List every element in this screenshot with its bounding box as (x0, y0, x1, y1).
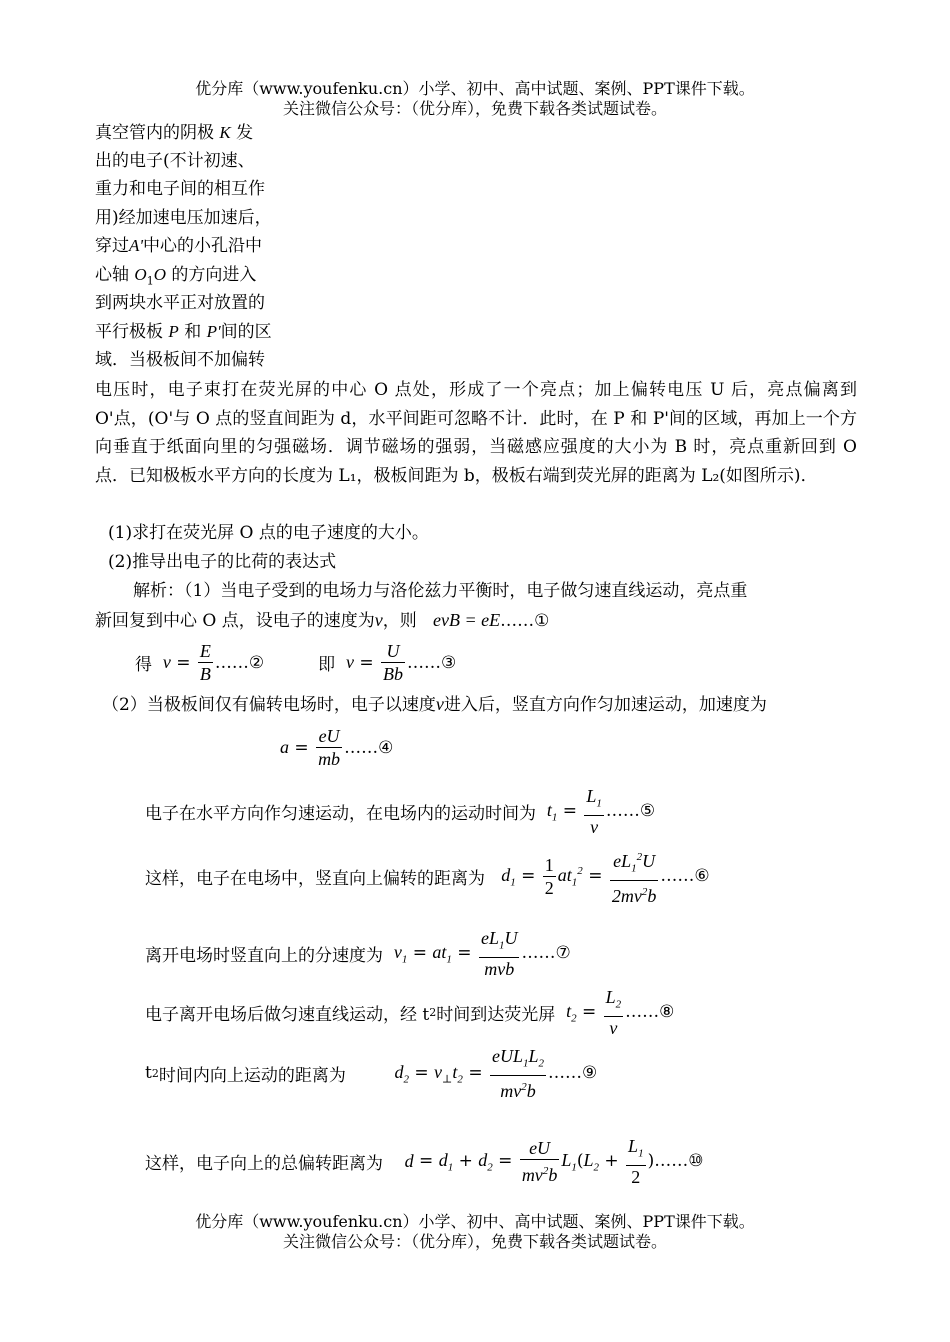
narrow-line-7: 到两块水平正对放置的 (95, 293, 265, 313)
equation-1: evB = eE (432, 610, 501, 630)
narrow-line-5: 穿过A'中心的小孔沿中 (95, 236, 263, 256)
equation-5: 电子在水平方向作匀速运动，在电场内的运动时间为 $t_1$ = $\frac{L_1}{v}$ ……⑤ (145, 786, 656, 837)
problem-paragraph: 电压时，电子束打在荧光屏的中心 O 点处，形成了一个亮点；加上偏转电压 U 后，亮点偏离到 O'点，(O'与 O 点的竖直间距为 d，水平间距可忽略不计．此时，在 P 和 P'间的区域，再加上一个方向垂直于纸面向里的匀强磁场．调节磁场的强弱，当磁感应强度的大小为 B 时，亮点重新回到 O 点．已知极板水平方向的长度为 L₁，极板间距为 b，极板右端到荧光屏的距离为 L₂(如图所示)． (95, 380, 857, 486)
question-2: (2)推导出电子的比荷的表达式 (108, 552, 337, 572)
equation-10: 这样，电子向上的总偏转距离为 d = $d_1$ + $d_2$ = $\frac{eU}{mv^2b}$ $L_1$ ( $L_2$ + $\frac{L_1}{2}$ ) ……⑩ (145, 1136, 704, 1187)
equation-8: 电子离开电场后做匀速直线运动，经 t 2 时间到达荧光屏 $t_2$ = $\frac{L_2}{v}$ ……⑧ (145, 987, 675, 1038)
narrow-line-6: 心轴 $O_1O$ 的方向进入 (95, 265, 257, 288)
fraction-u-over-bb: $\frac{U}{Bb}$ (383, 641, 404, 684)
narrow-line-1: 真空管内的阴极 K 发 (95, 123, 254, 143)
narrow-line-4: 用)经加速电压加速后， (95, 208, 272, 228)
footer-line-2: 关注微信公众号：（优分库），免费下载各类试题试卷。 (282, 1232, 667, 1251)
solution-1-line-a: 解析：（1）当电子受到的电场力与洛伦兹力平衡时，电子做匀速直线运动，亮点重 (133, 581, 748, 601)
equation-4: a = $\frac{eU}{mb}$ ……④ (280, 726, 394, 769)
narrow-line-8: 平行极板 P 和 P'间的区 (95, 322, 272, 342)
solution-2-intro: （2）当极板间仅有偏转电场时，电子以速度v进入后，竖直方向作匀加速运动，加速度为 (102, 694, 767, 715)
header-line-2: 关注微信公众号：（优分库），免费下载各类试题试卷。 (282, 99, 667, 118)
equation-6: 这样，电子在电场中，竖直向上偏转的距离为 $d_1$ = $\frac{1}{2}$ $at_1^2$ = $\frac{eL_1^2U}{2mv^2b}$ ……⑥ (145, 846, 710, 907)
narrow-line-3: 重力和电子间的相互作 (95, 179, 265, 199)
equation-7: 离开电场时竖直向上的分速度为 $v_1$ = $at_1$ = $\frac{eL_1U}{\text{mvb}}$ ……⑦ (145, 928, 571, 979)
narrow-line-9: 域．当极板间不加偏转 (95, 350, 265, 370)
header-line-1: 优分库（www.youfenku.cn）小学、初中、高中试题、案例、PPT课件下载。 (195, 79, 755, 98)
equation-9: t 2 时间内向上运动的距离为 $d_2$ = $v_\perp t_2$ = $\frac{eUL_1L_2}{mv^2b}$ ……⑨ (145, 1046, 598, 1101)
fraction-e-over-b: $\frac{E}{B}$ (199, 641, 211, 684)
solution-1-line-b: 新回复到中心 O 点，设电子的速度为v，则 evB = eE……① (95, 610, 550, 631)
narrow-line-2: 出的电子(不计初速、 (95, 151, 255, 171)
equation-row-2-3: 得 v = $\frac{E}{B}$ ……② 即 v = $\frac{U}{Bb}$ ……③ (135, 641, 457, 684)
footer-line-1: 优分库（www.youfenku.cn）小学、初中、高中试题、案例、PPT课件下载。 (195, 1212, 755, 1231)
question-1: (1)求打在荧光屏 O 点的电子速度的大小。 (108, 523, 429, 543)
